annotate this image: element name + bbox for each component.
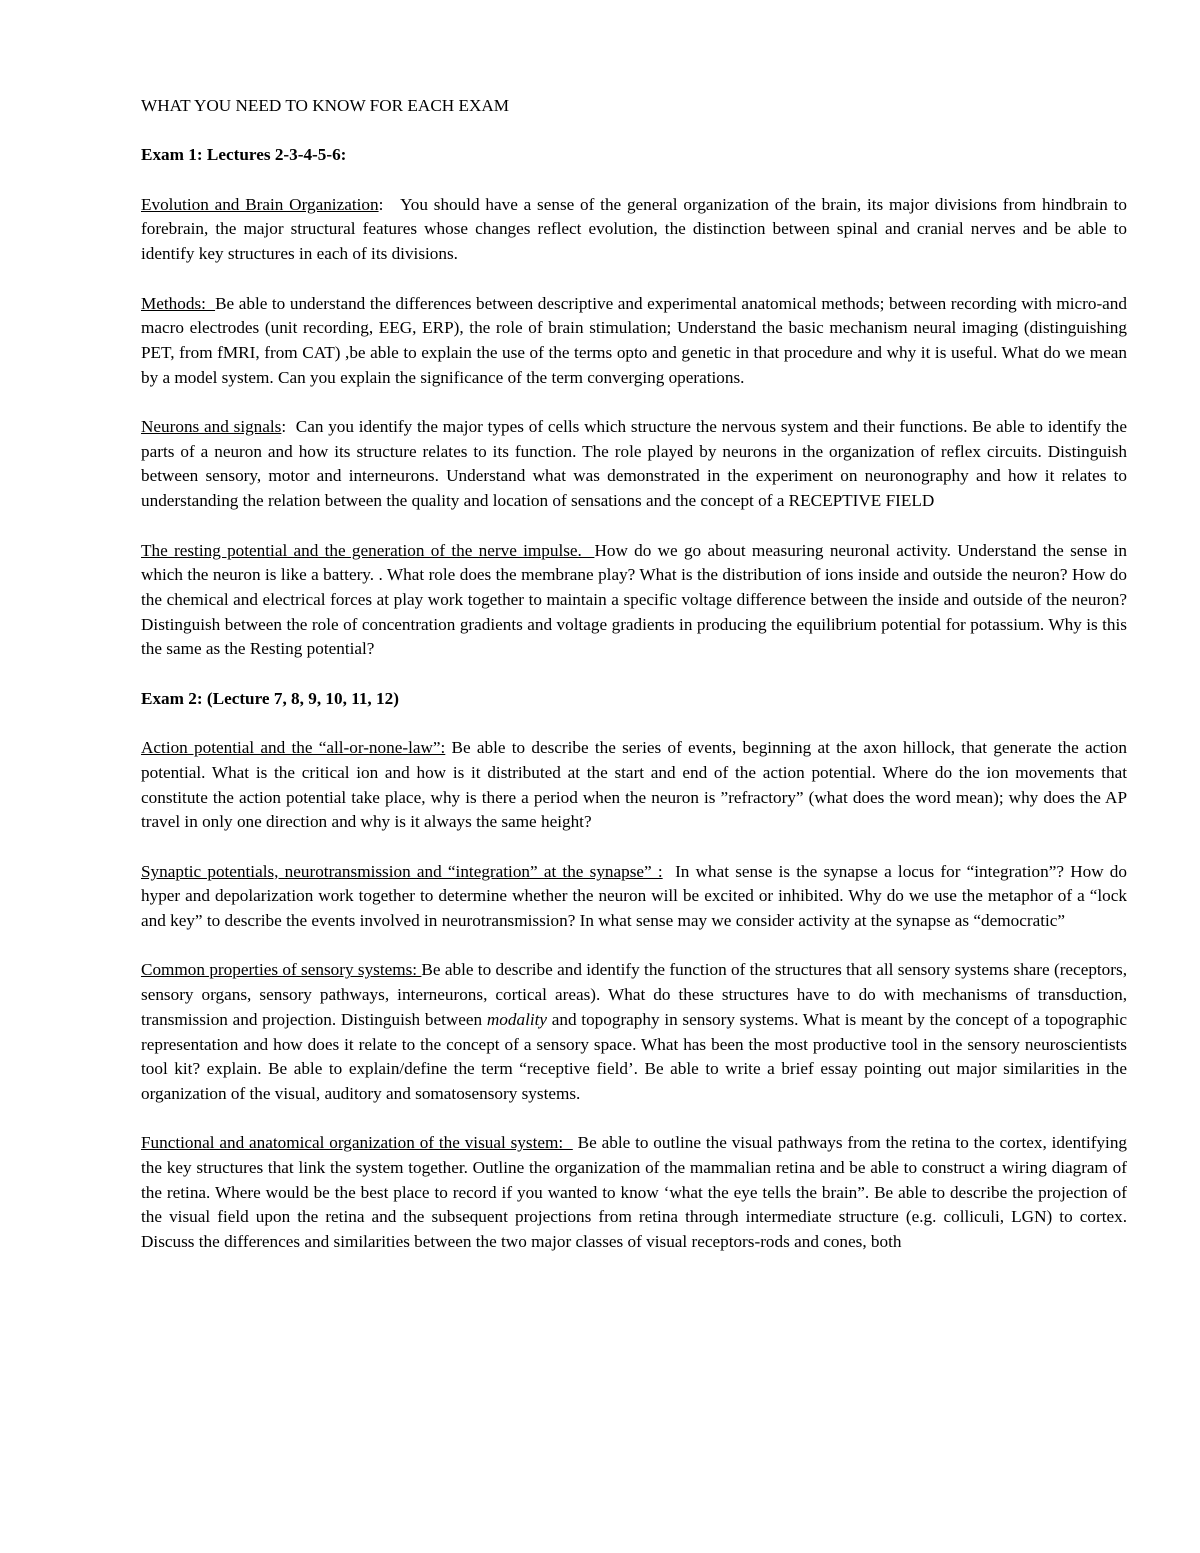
section-body: Be able to outline the visual pathways from the retina to the cortex, identifying the key structures that link the system together. Outline the organization of the mammalian retina and be able to construct a wiring diagram of the retina. Where would be the best place to record if you wanted to know ‘what the eye tells the brain”. Be able to describe the projection of the visual field upon the retina and the subsequent projections from retina through intermediate structure (e.g. colliculi, LGN) to cortex. Discuss the differences and similarities between the two major classes of visual receptors-rods and cones, both (141, 1133, 1128, 1252)
section-body: Be able to describe the series of events, beginning at the axon hillock, that generate the action potential. What is the critical ion and how is it distributed at the start and end of the action potential. Where do the ion movements that constitute the action potential take place, why is there a period when the neuron is ”refractory” (what does the word mean); why does the AP travel in only one direction and why is it always the same height? (141, 738, 1127, 832)
section-title: Evolution and Brain Organization (141, 194, 379, 214)
section-visual-system (141, 1131, 1127, 1255)
section-evolution-brain-organization (141, 193, 1127, 267)
section-separator (663, 862, 675, 881)
section-body-continued: and topography in sensory systems. What is meant by the concept of a topographic representation and how does it relate to the concept of a sensory space. What has been the most productive tool in the sensory neuroscientists tool kit? explain. Be able to explain/define the term “receptive field’. Be able to write a brief essay pointing out major similarities in the organization of the visual, auditory and somatosensory systems. (141, 1009, 1127, 1103)
section-resting-potential (141, 539, 1127, 663)
section-title: Functional and anatomical organization of the visual system: (141, 1133, 573, 1153)
exam-2-heading: Exam 2: (Lecture 7, 8, 9, 10, 11, 12) (141, 688, 399, 708)
document-title: WHAT YOU NEED TO KNOW FOR EACH EXAM (141, 96, 510, 115)
section-separator: : (281, 417, 296, 437)
section-title: Neurons and signals (141, 417, 282, 437)
section-separator: : (378, 194, 401, 214)
section-body: Be able to understand the differences between descriptive and experimental anatomical methods; between recording with micro-and macro electrodes (unit recording, EEG, ERP), the role of brain stimulation; Understand the basic mechanism neural imaging (distinguishing PET, from fMRI, from CAT) ,be able to explain the use of the terms opto and genetic in that procedure and why it is useful. What do we mean by a model system. Can you explain the significance of the term converging operations. (141, 293, 1127, 387)
section-body: How do we go about measuring neuronal activity. Understand the sense in which the neuron is like a battery. . What role does the membrane play? What is the distribution of ions inside and outside the neuron? How do the chemical and electrical forces at play work together to maintain a specific voltage difference between the inside and outside of the neuron? Distinguish between the role of concentration gradients and voltage gradients in producing the equilibrium potential for potassium. Why is this the same as the Resting potential? (141, 540, 1127, 659)
section-action-potential (141, 736, 1127, 835)
section-synaptic-potentials (141, 860, 1127, 934)
section-title: The resting potential and the generation of the nerve impulse. (141, 540, 595, 560)
section-body: Be able to describe and identify the function of the structures that all sensory systems share (receptors, sensory organs, sensory pathways, interneurons, cortical areas). What do these structures have to do with mechanisms of transduction, transmission and projection. Distinguish between (141, 960, 1127, 1029)
section-title: Common properties of sensory systems: (141, 960, 422, 980)
section-sensory-systems (141, 958, 1127, 1106)
section-body: In what sense is the synapse a locus for “integration”? How do hyper and depolarization work together to determine whether the neuron will be excited or inhibited. Why do we use the metaphor of a “lock and key” to describe the events involved in neurotransmission? In what sense may we consider activity at the synapse as “democratic” (141, 861, 1127, 931)
section-body: You should have a sense of the general organization of the brain, its major divisions from hindbrain to forebrain, the major structural features whose changes reflect evolution, the distinction between spinal and cranial nerves and be able to identify key structures in each of its divisions. (141, 194, 1127, 264)
section-title: Action potential and the “all-or-none-law”: (141, 738, 446, 758)
exam-1-heading: Exam 1: Lectures 2-3-4-5-6: (141, 145, 347, 165)
section-methods (141, 292, 1127, 391)
section-neurons-signals (141, 415, 1127, 514)
section-title: Synaptic potentials, neurotransmission and “integration” at the synapse” : (141, 861, 663, 881)
section-body: Can you identify the major types of cells which structure the nervous system and their functions. Be able to identify the parts of a neuron and how its structure relates to its function. The role played by neurons in the organization of reflex circuits. Distinguish between sensory, motor and interneurons. Understand what was demonstrated in the experiment on neuronography and how it relates to understanding the relation between the quality and location of sensations and the concept of a RECEPTIVE FIELD (141, 417, 1127, 511)
section-title: Methods: (141, 293, 216, 313)
document-page (141, 94, 1127, 1280)
section-body-italic: modality (486, 1009, 548, 1029)
